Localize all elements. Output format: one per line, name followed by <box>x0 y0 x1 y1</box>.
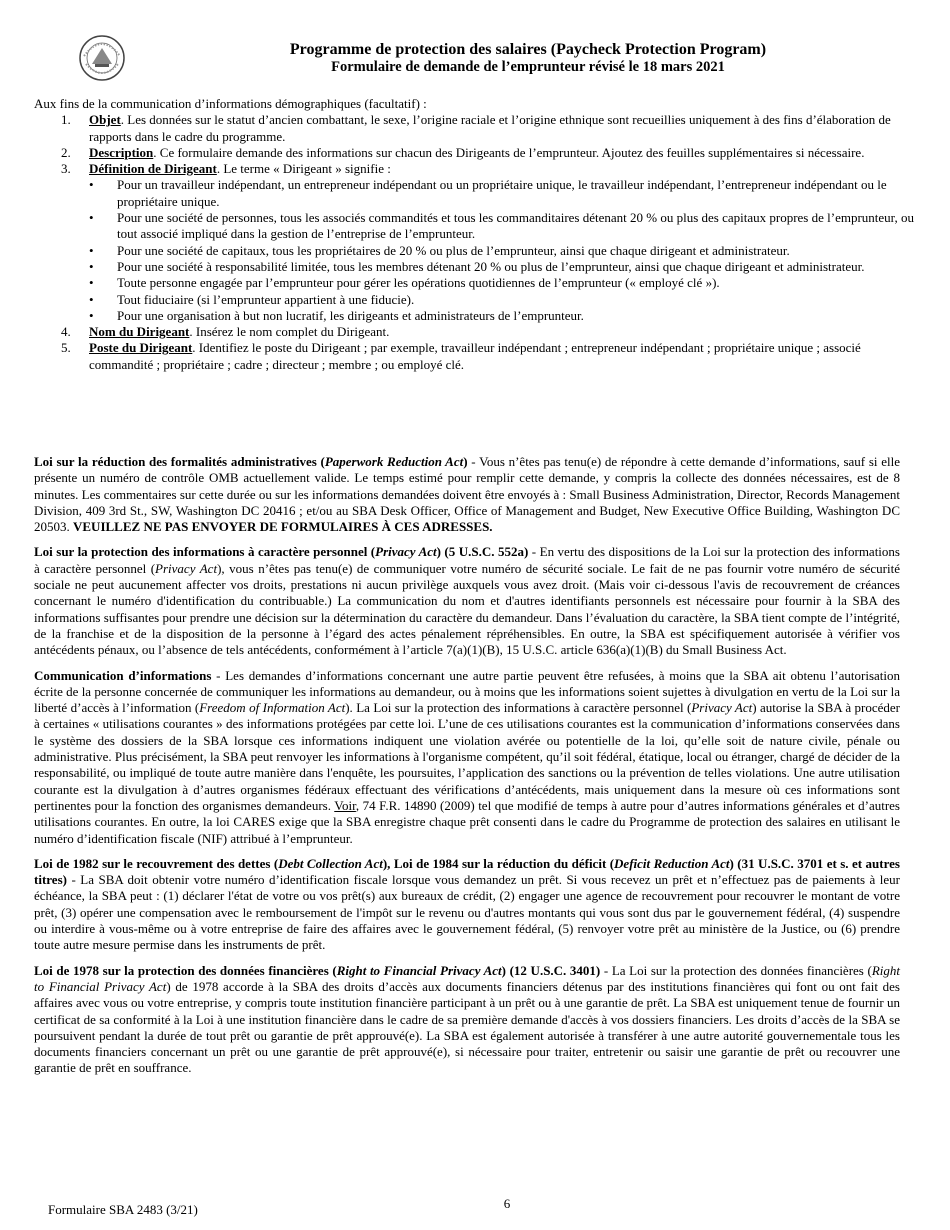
debt-collection-notice: Loi de 1982 sur le recouvrement des dettes (Debt Collection Act), Loi de 1984 sur la réduction du déficit (Deficit Reduction Act) (31 U.S.C. 3701 et s. et autres titres) - La SBA doit obtenir votre numéro d’identification fiscale lorsque vous demandez un prêt. Si vous recevez un prêt et n’effectuez pas de paiements à leur échéance, la SBA peut : (1) déclarer l'état de votre ou vos prêt(s) aux bureaux de crédit, (2) engager une agence de recouvrement pour recouvrer le montant de votre prêt, (3) opérer une compensation avec le remboursement de l'impôt sur le revenu ou d'autres montants qui vous sont dus par le gouvernement fédéral, (4) suspendre ou interdire à vous-même ou à votre entreprise de faire des affaires avec le gouvernement fédéral, (5) renvoyer votre prêt au ministère de la Justice, ou (6) prendre toute autre mesure permise dans les instruments de prêt. <box>34 855 900 953</box>
document-title: Programme de protection des salaires (Paycheck Protection Program) <box>289 41 767 58</box>
document-header <box>78 34 938 84</box>
financial-privacy-notice: Loi de 1978 sur la protection des données financières (Right to Financial Privacy Act) (12 U.S.C. 3401) - La Loi sur la protection des données financières (Right to Financial Privacy Act) de 1978 accorde à la SBA des droits d’accès aux documents financiers détenus par des institutions financières qui font ou ont fait des affaires avec vous ou votre entreprise, y compris toute institution financière participant à un prêt ou à une garantie de prêt. La SBA est uniquement tenue de fournir un certificat de sa conformité à la Loi à une institution financière dans le cadre de sa première demande d'accès à vos dossiers financiers. Les droits d’accès de la SBA se poursuivent pendant la durée de tout prêt ou garantie de prêt approuvé(e). La SBA est également autorisée à transférer à une autre autorité gouvernementale tous les documents financiers concernant un prêt ou une garantie de prêt approuvé(e), si nécessaire pour traiter, entretenir ou saisir une garantie de prêt ou recouvrer une garantie de prêt en souffrance. <box>34 962 900 1076</box>
bullet-item: • Toute personne engagée par l’emprunteur pour gérer les opérations quotidiennes de l’emprunteur (« employé clé »). <box>89 275 918 291</box>
form-identifier: Formulaire SBA 2483 (3/21) <box>48 1202 198 1217</box>
page-number: 6 <box>503 1196 511 1211</box>
document-subtitle: Formulaire de demande de l’emprunteur révisé le 18 mars 2021 <box>331 59 725 75</box>
term-objet: Objet <box>89 112 121 128</box>
bullet-item: • Pour une organisation à but non lucratif, les dirigeants et administrateurs de l’emprunteur. <box>89 308 918 324</box>
instruction-list <box>34 112 918 373</box>
term-nom-dirigeant: Nom du Dirigeant <box>89 324 190 340</box>
list-item: 1. Objet. Les données sur le statut d’ancien combattant, le sexe, l’origine raciale et l’origine ethnique sont recueillies uniquement à des fins d’élaboration de rapports dans le cadre du programme. <box>61 112 891 144</box>
bullet-item: • Pour une société de personnes, tous les associés commandités et tous les commanditaires détenant 20 % ou plus des capitaux propres de l’emprunteur, ou tout associé impliqué dans la gestion de l’entreprise de l’emprunteur. <box>89 210 918 243</box>
list-item: 5. Poste du Dirigeant. Identifiez le poste du Dirigeant ; par exemple, travailleur indépendant ; entrepreneur indépendant ; propriétaire unique ; associé commandité ; propriétaire ; cadre ; directeur ; membre ; ou employé clé. <box>61 340 861 372</box>
list-item: 4. Nom du Dirigeant. Insérez le nom complet du Dirigeant. <box>61 324 390 340</box>
dirigeant-definition-bullets <box>89 177 918 324</box>
term-definition-dirigeant: Définition de Dirigeant <box>89 161 217 177</box>
bullet-item: • Pour une société à responsabilité limitée, tous les membres détenant 20 % ou plus de l’emprunteur, ainsi que chaque dirigeant et administrateur. <box>89 259 918 275</box>
list-item: 3. Définition de Dirigeant. Le terme « Dirigeant » signifie : • Pour un travailleur indépendant, un entrepreneur indépendant ou un propriétaire unique, le travailleur indépendant, l’entrepreneur indépendant ou le propriétaire unique. • Pour une société de personnes, tous les associés commandités et tous les commanditaires détenant 20 % ou plus des capitaux propres de l’emprunteur, ou tout associé impliqué dans la gestion de l’entreprise de l’emprunteur. • Pour une société de capitaux, tous les propriétaires de 20 % ou plus de l’emprunteur, ainsi que chaque dirigeant et administrateur. • Pour une société à responsabilité limitée, tous les membres détenant 20 % ou plus de l’emprunteur, ainsi que chaque dirigeant et administrateur. • Toute personne engagée par l’emprunteur pour gérer les opérations quotidiennes de l’emprunteur (« employé clé »). • Tout fiduciaire (si l’emprunteur appartient à une fiducie). • Pour une organisation à but non lucratif, les dirigeants et administrateurs de l’emprunteur. <box>34 161 918 324</box>
privacy-act-notice: Loi sur la protection des informations à caractère personnel (Privacy Act) (5 U.S.C. 552a) - En vertu des dispositions de la Loi sur la protection des informations à caractère personnel (Privacy Act), vous n’êtes pas tenu(e) de communiquer votre numéro de sécurité sociale. Le fait de ne pas fournir votre numéro de sécurité sociale ne peut aucunement affecter vos droits, prestations ni aucun privilège auxquels vous avez droit. (Mais voir ci-dessous l'avis de recouvrement de créances concernant le numéro d'identification du contribuable.) La communication du nom et d'autres identifiants personnels est nécessaire pour fournir à la SBA des informations suffisantes pour prendre une décision sur la détermination du caractère du demandeur. Dans l’évaluation du caractère, la SBA tient compte de l’intégrité, de la franchise et de la disposition de la personne à l’égard des actes pénalement répréhensibles. En outre, la SBA est spécifiquement autorisée à vérifier vos antécédents pénaux, ou l’absence de tels antécédents, conformément à l’article 7(a)(1)(B), 15 U.S.C. article 636(a)(1)(B) du Small Business Act. <box>34 544 900 658</box>
legal-notices <box>34 454 900 1086</box>
bullet-item: • Pour un travailleur indépendant, un entrepreneur indépendant ou un propriétaire unique, le travailleur indépendant, l’entrepreneur indépendant ou le propriétaire unique. <box>89 177 918 210</box>
bullet-item: • Tout fiduciaire (si l’emprunteur appartient à une fiducie). <box>89 292 918 308</box>
demographic-instructions <box>34 96 918 373</box>
paperwork-reduction-notice: Loi sur la réduction des formalités administratives (Paperwork Reduction Act) - Vous n’êtes pas tenu(e) de répondre à cette demande d’informations, sauf si elle présente un numéro de contrôle OMB actuellement valide. Le temps estimé pour remplir cette demande, y compris la collecte des données nécessaires, est de 8 minutes. Les commentaires sur cette durée ou sur les informations demandées doivent être envoyés à : Small Business Administration, Director, Records Management Division, 409 3rd St., SW, Washington DC 20416 ; et/ou au SBA Desk Officer, Office of Management and Budget, New Executive Office Building, Washington DC 20503. VEUILLEZ NE PAS ENVOYER DE FORMULAIRES À CES ADRESSES. <box>34 454 900 535</box>
intro-line: Aux fins de la communication d’informations démographiques (facultatif) : <box>34 96 427 111</box>
term-poste-dirigeant: Poste du Dirigeant <box>89 340 193 356</box>
term-description: Description <box>89 144 154 160</box>
list-item: 2. Description. Ce formulaire demande des informations sur chacun des Dirigeants de l’emprunteur. Ajoutez des feuilles supplémentaires si nécessaire. <box>61 144 865 160</box>
bullet-item: • Pour une société de capitaux, tous les propriétaires de 20 % ou plus de l’emprunteur, ainsi que chaque dirigeant et administrateur. <box>89 243 918 259</box>
disclosure-notice: Communication d’informations - Les demandes d’informations concernant une autre partie peuvent être refusées, à moins que la SBA ait obtenu l’autorisation écrite de la personne concernée de communiquer les informations au demandeur, ou à moins que les informations soient sujettes à divulgation en vertu de la Loi sur la liberté d’accès à l’information (Freedom of Information Act). La Loi sur la protection des informations à caractère personnel (Privacy Act) autorise la SBA à procéder à certaines « utilisations courantes » des informations protégées par cette loi. L’une de ces utilisations courantes est la communication d’informations conservées dans le système des dossiers de la SBA lorsque ces informations indiquent une violation avérée ou potentielle de la loi, qu’elle soit de nature civile, pénale ou administrative. Plus précisément, la SBA peut renvoyer les informations à l'organisme compétent, qu’il soit fédéral, étatique, local ou étranger, chargé de décider de la responsabilité, ou impliqué de toute autre manière dans l'enquête, les poursuites, l’application des sanctions ou la prévention de telles violations. Une autre utilisation courante est la divulgation à d’autres organismes fédéraux effectuant des vérifications d’antécédents, mais uniquement dans la mesure où ces informations sont pertinentes pour la fonction des organismes demandeurs. Voir, 74 F.R. 14890 (2009) tel que modifié de temps à autre pour d’autres informations générales et d’autres utilisations courantes. En outre, la loi CARES exige que la SBA enregistre chaque prêt consenti dans le cadre du Programme de protection des salaires en utilisant le numéro d’identification fiscale (NIF) attribué à l’emprunteur. <box>34 667 900 846</box>
